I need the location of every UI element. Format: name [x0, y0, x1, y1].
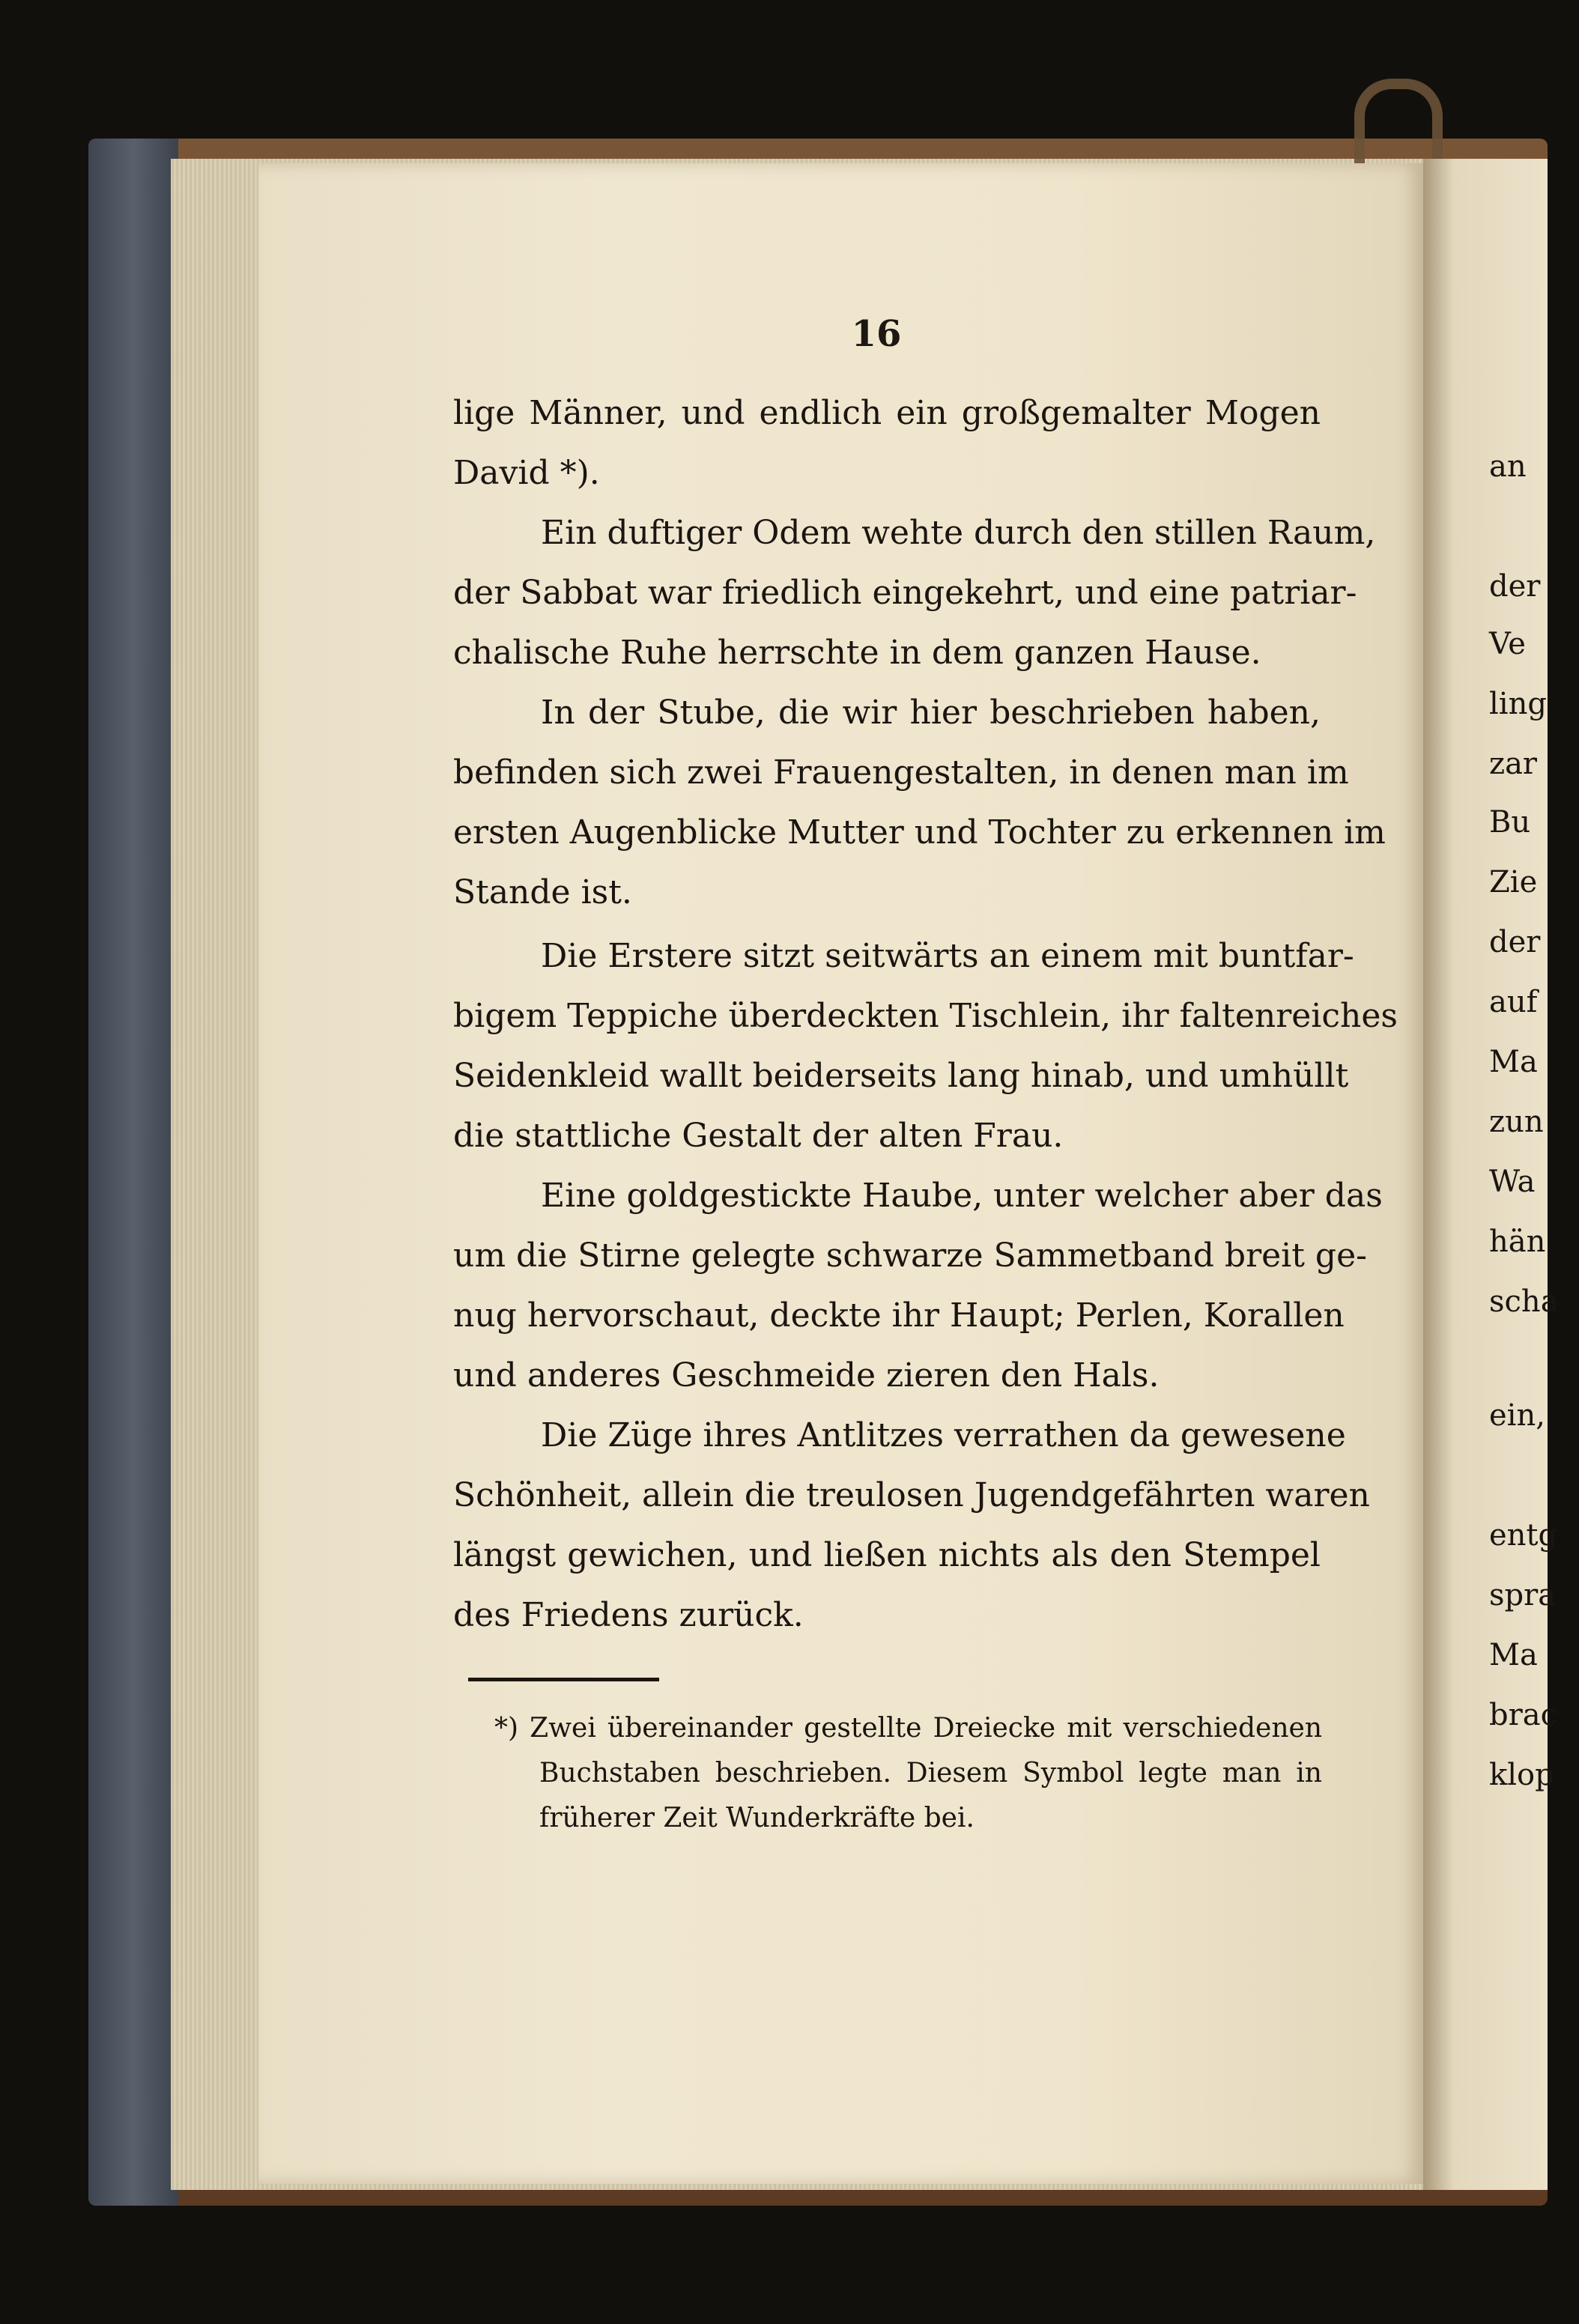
footnote-line: *) Zwei übereinander gestellte Dreiecke mit verschiedenen: [494, 1713, 1322, 1744]
text-line: nug hervorschaut, deckte ihr Haupt; Perlen, Korallen: [453, 1296, 1345, 1335]
text-line: längst gewichen, und ließen nichts als den Stempel: [453, 1536, 1321, 1574]
next-page-fragment: an: [1489, 449, 1527, 484]
text-line: chalische Ruhe herrschte in dem ganzen Hause.: [453, 634, 1261, 672]
next-page-fragment: brac: [1489, 1698, 1557, 1732]
next-page-fragment: entg: [1489, 1518, 1558, 1553]
footnote-line: Buchstaben beschrieben. Diesem Symbol legte man in: [539, 1758, 1322, 1788]
next-page-fragment: der: [1489, 925, 1541, 959]
next-page-fragment: zun: [1489, 1105, 1544, 1139]
footnote-line: früherer Zeit Wunderkräfte bei.: [539, 1803, 975, 1833]
text-line: um die Stirne gelegte schwarze Sammetband breit ge-: [453, 1237, 1367, 1275]
text-line: bigem Teppiche überdeckten Tischlein, ihr faltenreiches: [453, 997, 1398, 1035]
next-page-fragment: ein,: [1489, 1398, 1545, 1433]
text-line: Seidenkleid wallt beiderseits lang hinab, und umhüllt: [453, 1057, 1349, 1095]
next-page-fragment: scha: [1489, 1284, 1559, 1319]
text-line: Eine goldgestickte Haube, unter welcher aber das: [541, 1177, 1383, 1215]
next-page-fragment: Bu: [1489, 805, 1531, 840]
next-page-fragment: Ma: [1489, 1045, 1538, 1079]
text-line: Ein duftiger Odem wehte durch den stillen Raum,: [541, 514, 1376, 552]
text-line: der Sabbat war friedlich eingekehrt, und eine patriar-: [453, 574, 1357, 612]
text-line: des Friedens zurück.: [453, 1596, 804, 1634]
text-line: David *).: [453, 454, 600, 492]
text-line: befinden sich zwei Frauengestalten, in denen man im: [453, 753, 1349, 792]
text-line: lige Männer, und endlich ein großgemalter Mogen: [453, 394, 1321, 432]
next-page-fragment: spra: [1489, 1578, 1557, 1612]
text-line: Die Erstere sitzt seitwärts an einem mit buntfar-: [541, 937, 1354, 975]
next-page-fragment: auf: [1489, 985, 1538, 1019]
text-line: ersten Augenblicke Mutter und Tochter zu erkennen im: [453, 813, 1386, 852]
next-page-fragment: klop: [1489, 1758, 1554, 1792]
text-line: und anderes Geschmeide zieren den Hals.: [453, 1356, 1160, 1395]
next-page-fragment: Zie: [1489, 865, 1538, 899]
text-line: Stande ist.: [453, 873, 632, 911]
next-page-fragment: zar: [1489, 747, 1538, 781]
text-line: Die Züge ihres Antlitzes verrathen da gewesene: [541, 1416, 1346, 1454]
footnote-rule: [468, 1678, 659, 1681]
text-line: Schönheit, allein die treulosen Jugendgefährten waren: [453, 1476, 1370, 1514]
next-page-fragment: Wa: [1489, 1165, 1536, 1199]
book-spine-cloth: [88, 139, 178, 2206]
next-page-fragment: ling: [1489, 687, 1547, 721]
next-page-fragment: Ma: [1489, 1638, 1538, 1672]
text-line: die stattliche Gestalt der alten Frau.: [453, 1117, 1064, 1155]
text-line: In der Stube, die wir hier beschrieben haben,: [541, 694, 1321, 732]
next-page-fragment: Ve: [1489, 627, 1526, 661]
next-page-fragment: hän: [1489, 1225, 1546, 1259]
page-number: 16: [851, 313, 902, 355]
next-page-fragment: der: [1489, 569, 1541, 604]
